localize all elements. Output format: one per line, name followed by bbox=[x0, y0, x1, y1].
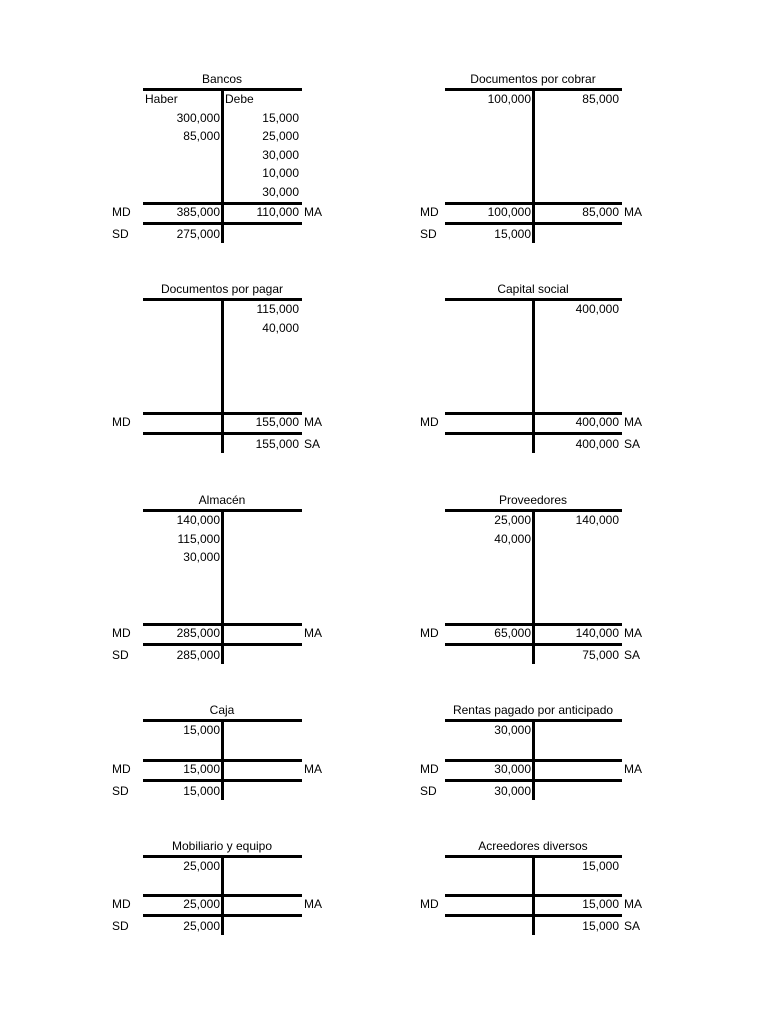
right-entry: 400,000 bbox=[575, 302, 619, 316]
right-entry: 25,000 bbox=[262, 129, 299, 144]
right-entry: 15,000 bbox=[262, 110, 299, 125]
sd-label: SD bbox=[420, 784, 437, 798]
sd-label: SD bbox=[112, 648, 129, 662]
left-entry: 140,000 bbox=[176, 513, 220, 527]
left-entry: 100,000 bbox=[487, 92, 531, 106]
column-header-right: Debe bbox=[225, 92, 254, 106]
md-right-total: 140,000 bbox=[575, 626, 619, 640]
md-right-total: 15,000 bbox=[582, 897, 619, 911]
ma-label: MA bbox=[304, 415, 322, 429]
md-label: MD bbox=[112, 897, 131, 911]
md-left-total: 30,000 bbox=[494, 762, 531, 776]
ma-label: MA bbox=[304, 205, 322, 219]
md-left-total: 65,000 bbox=[494, 626, 531, 640]
ma-label: MA bbox=[624, 205, 642, 219]
sd-label: SD bbox=[420, 227, 437, 241]
md-label: MD bbox=[420, 626, 439, 640]
md-label: MD bbox=[420, 762, 439, 776]
ma-label: MA bbox=[304, 897, 322, 911]
sa-label: SA bbox=[624, 437, 641, 451]
right-entry: 30,000 bbox=[262, 185, 299, 199]
balance-left: 25,000 bbox=[183, 919, 220, 933]
balance-right: 15,000 bbox=[582, 919, 619, 933]
right-entry: 40,000 bbox=[262, 320, 299, 335]
right-entry: 85,000 bbox=[582, 92, 619, 106]
account-title: Documentos por pagar bbox=[160, 282, 284, 296]
balance-left: 30,000 bbox=[494, 784, 531, 798]
md-left-total: 285,000 bbox=[176, 626, 220, 640]
sd-label: SD bbox=[112, 919, 129, 933]
md-label: MD bbox=[420, 205, 439, 219]
account-title: Proveedores bbox=[498, 493, 568, 507]
account-center-rule bbox=[221, 509, 224, 665]
md-right-total: 110,000 bbox=[256, 205, 299, 219]
right-entry: 115,000 bbox=[256, 302, 299, 316]
account-title: Caja bbox=[209, 703, 235, 717]
account-title: Capital social bbox=[497, 282, 569, 296]
md-right-total: 400,000 bbox=[575, 415, 619, 429]
left-entry: 30,000 bbox=[494, 723, 531, 737]
ma-label: MA bbox=[624, 762, 642, 776]
md-left-total: 385,000 bbox=[176, 205, 220, 219]
left-entry: 25,000 bbox=[494, 513, 531, 527]
balance-right: 400,000 bbox=[575, 437, 619, 451]
md-right-total: 155,000 bbox=[255, 415, 299, 429]
md-left-total: 15,000 bbox=[183, 762, 220, 776]
left-entry: 85,000 bbox=[183, 129, 220, 144]
md-label: MD bbox=[112, 415, 131, 429]
sa-label: SA bbox=[304, 437, 321, 451]
column-header-left: Haber bbox=[145, 92, 178, 106]
balance-left: 285,000 bbox=[176, 648, 220, 662]
left-entry: 25,000 bbox=[183, 859, 220, 873]
balance-left: 15,000 bbox=[494, 227, 531, 241]
ma-label: MA bbox=[304, 626, 322, 640]
account-title: Almacén bbox=[198, 493, 246, 507]
md-label: MD bbox=[112, 205, 131, 219]
ma-label: MA bbox=[624, 415, 642, 429]
md-label: MD bbox=[420, 415, 439, 429]
left-entry: 115,000 bbox=[177, 531, 220, 546]
right-entry: 140,000 bbox=[575, 513, 619, 527]
left-entry: 15,000 bbox=[183, 723, 220, 737]
left-entry: 30,000 bbox=[183, 550, 220, 565]
md-right-total: 85,000 bbox=[582, 205, 619, 219]
balance-left: 15,000 bbox=[183, 784, 220, 798]
balance-right: 75,000 bbox=[582, 648, 619, 662]
sa-label: SA bbox=[624, 648, 641, 662]
account-title: Rentas pagado por anticipado bbox=[452, 703, 614, 717]
md-label: MD bbox=[112, 626, 131, 640]
ma-label: MA bbox=[304, 762, 322, 776]
account-title: Acreedores diversos bbox=[478, 839, 588, 853]
ma-label: MA bbox=[624, 626, 642, 640]
sd-label: SD bbox=[112, 227, 129, 241]
sd-label: SD bbox=[112, 784, 129, 798]
left-entry: 300,000 bbox=[176, 110, 220, 125]
right-entry: 10,000 bbox=[262, 166, 299, 181]
account-title: Bancos bbox=[201, 72, 243, 86]
right-entry: 15,000 bbox=[582, 859, 619, 873]
balance-left: 275,000 bbox=[176, 227, 220, 241]
left-entry: 40,000 bbox=[494, 531, 531, 546]
ma-label: MA bbox=[624, 897, 642, 911]
md-label: MD bbox=[112, 762, 131, 776]
sa-label: SA bbox=[624, 919, 641, 933]
md-left-total: 100,000 bbox=[487, 205, 531, 219]
account-title: Documentos por cobrar bbox=[470, 72, 596, 86]
balance-right: 155,000 bbox=[255, 437, 299, 451]
account-title: Mobiliario y equipo bbox=[171, 839, 273, 853]
right-entry: 30,000 bbox=[262, 147, 299, 162]
md-label: MD bbox=[420, 897, 439, 911]
md-left-total: 25,000 bbox=[183, 897, 220, 911]
